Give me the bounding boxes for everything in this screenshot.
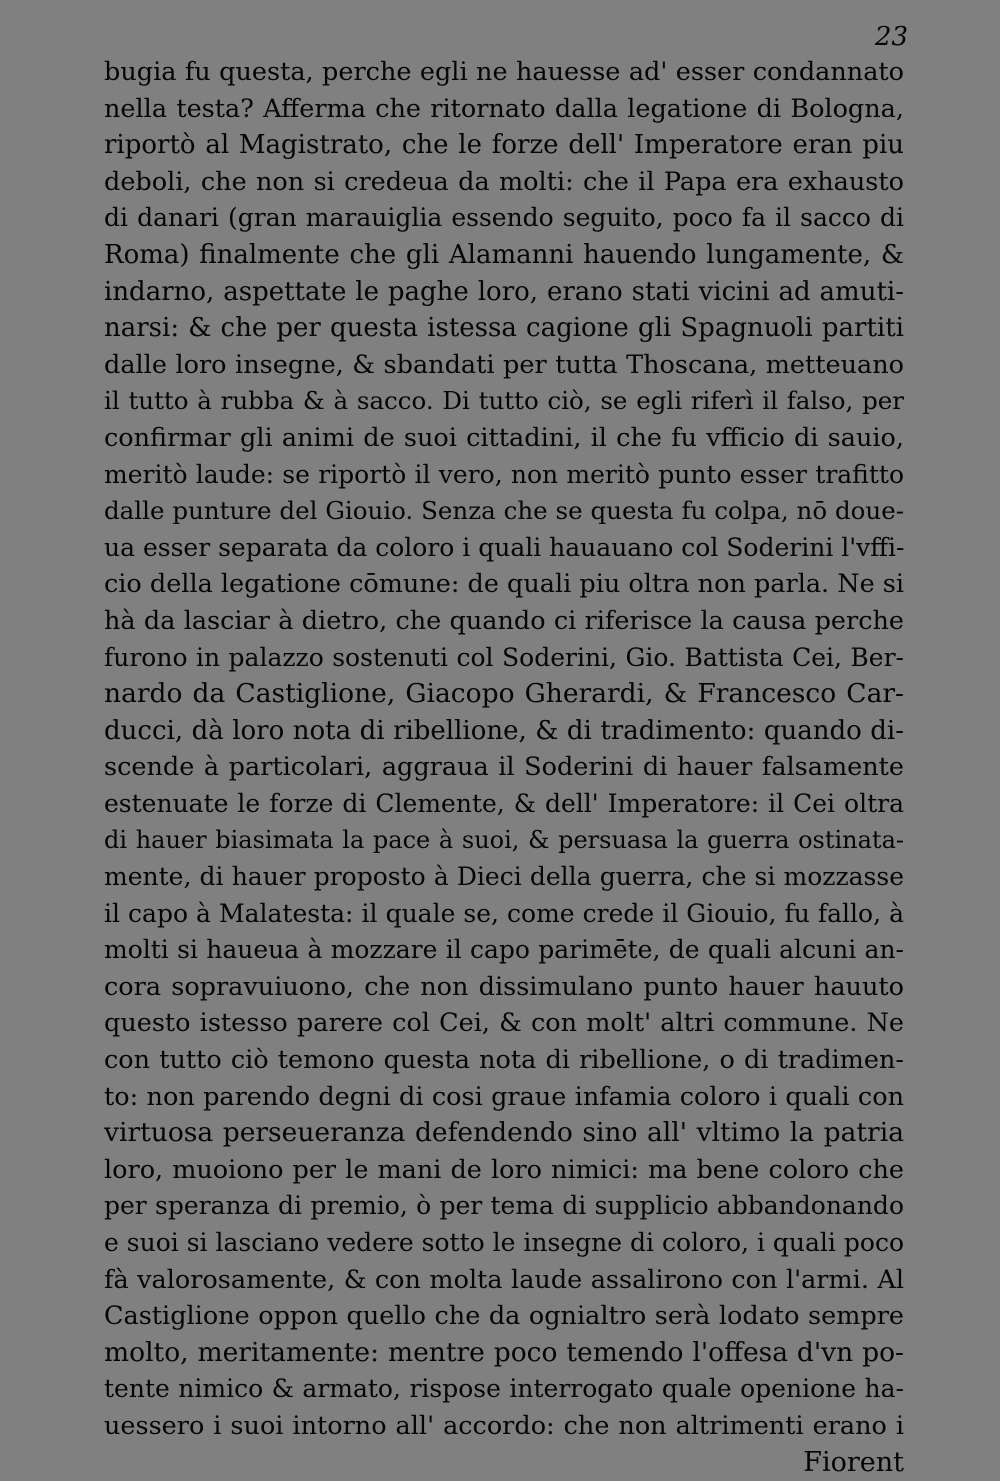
text-line: di danari (gran marauiglia essendo seguito, poco fa il sacco di [104, 203, 904, 233]
text-line: indarno, aspettate le paghe loro, erano stati vicini ad amuti- [104, 276, 904, 307]
text-line: nardo da Castiglione, Giacopo Gherardi, & Francesco Car- [104, 678, 904, 710]
text-line: deboli, che non si credeua da molti: che il Papa era exhausto [104, 166, 904, 197]
text-line: uessero i suoi intorno all' accordo: che non altrimenti erano i [104, 1410, 904, 1441]
text-line: di hauer biasimata la pace à suoi, & persuasa la guerra ostinata- [104, 826, 904, 855]
text-line: ducci, dà loro nota di ribellione, & di tradimento: quando di- [104, 715, 904, 746]
text-line: furono in palazzo sostenuti col Soderini, Gio. Battista Cei, Ber- [104, 642, 904, 672]
text-line: riportò al Magistrato, che le forze dell' Imperatore eran piu [104, 130, 904, 161]
text-line: cio della legatione cōmune: de quali piu oltra non parla. Ne si [104, 569, 905, 600]
text-line: dalle punture del Giouio. Senza che se questa fu colpa, nō doue- [104, 496, 904, 526]
text-line: mente, di hauer proposto à Dieci della guerra, che si mozzasse [104, 862, 904, 892]
text-line: il tutto à rubba & à sacco. Di tutto ciò, se egli riferì il falso, per [104, 386, 904, 416]
text-line: con tutto ciò temono questa nota di ribellione, o di tradimen- [104, 1045, 904, 1076]
text-line: nella testa? Afferma che ritornato dalla legatione di Bologna, [104, 93, 904, 124]
text-line: bugia fu questa, perche egli ne hauesse ad' esser condannato [104, 57, 904, 87]
text-line: tente nimico & armato, rispose interrogato quale openione ha- [104, 1374, 904, 1404]
text-line: fà valorosamente, & con molta laude assalirono con l'armi. Al [104, 1264, 904, 1295]
text-line: per speranza di premio, ò per tema di supplicio abbandonando [104, 1191, 904, 1221]
text-line: Roma) finalmente che gli Alamanni hauendo lungamente, & [104, 239, 904, 270]
catchword: Fiorent [803, 1446, 904, 1478]
body-text [104, 54, 904, 1481]
text-line: scende à particolari, aggraua il Soderini di hauer falsamente [104, 752, 904, 783]
text-line: to: non parendo degni di cosi graue infamia coloro i quali con [104, 1081, 904, 1112]
text-line: ua esser separata da coloro i quali hauauano col Soderini l'vffi- [104, 532, 905, 562]
text-line: narsi: & che per questa istessa cagione gli Spagnuoli partiti [104, 313, 904, 344]
text-line: virtuosa perseueranza defendendo sino all' vltimo la patria [104, 1117, 904, 1149]
text-line: estenuate le forze di Clemente, & dell' Imperatore: il Cei oltra [104, 788, 904, 818]
text-line: il capo à Malatesta: il quale se, come crede il Giouio, fu fallo, à [104, 898, 904, 928]
text-line: meritò laude: se riportò il vero, non meritò punto esser trafitto [104, 459, 904, 489]
text-line: e suoi si lasciano vedere sotto le insegne di coloro, i quali poco [104, 1228, 904, 1257]
text-line: Castiglione oppon quello che da ognialtro serà lodato sempre [104, 1301, 904, 1332]
text-line: dalle loro insegne, & sbandati per tutta Thoscana, metteuano [104, 349, 904, 380]
text-line: molti si haueua à mozzare il capo parimēte, de quali alcuni an- [104, 935, 904, 965]
text-line: molto, meritamente: mentre poco temendo l'offesa d'vn po- [104, 1336, 904, 1368]
text-line: questo istesso parere col Cei, & con molt' altri commune. Ne [104, 1008, 904, 1039]
text-line: cora sopravuiuono, che non dissimulano punto hauer hauuto [104, 971, 904, 1002]
text-line: loro, muoiono per le mani de loro nimici: ma bene coloro che [104, 1154, 904, 1185]
text-line: confirmar gli animi de suoi cittadini, il che fu vfficio di sauio, [104, 422, 904, 453]
text-line: hà da lasciar à dietro, che quando ci riferisce la causa perche [104, 605, 904, 636]
page-number: 23 [874, 22, 908, 52]
